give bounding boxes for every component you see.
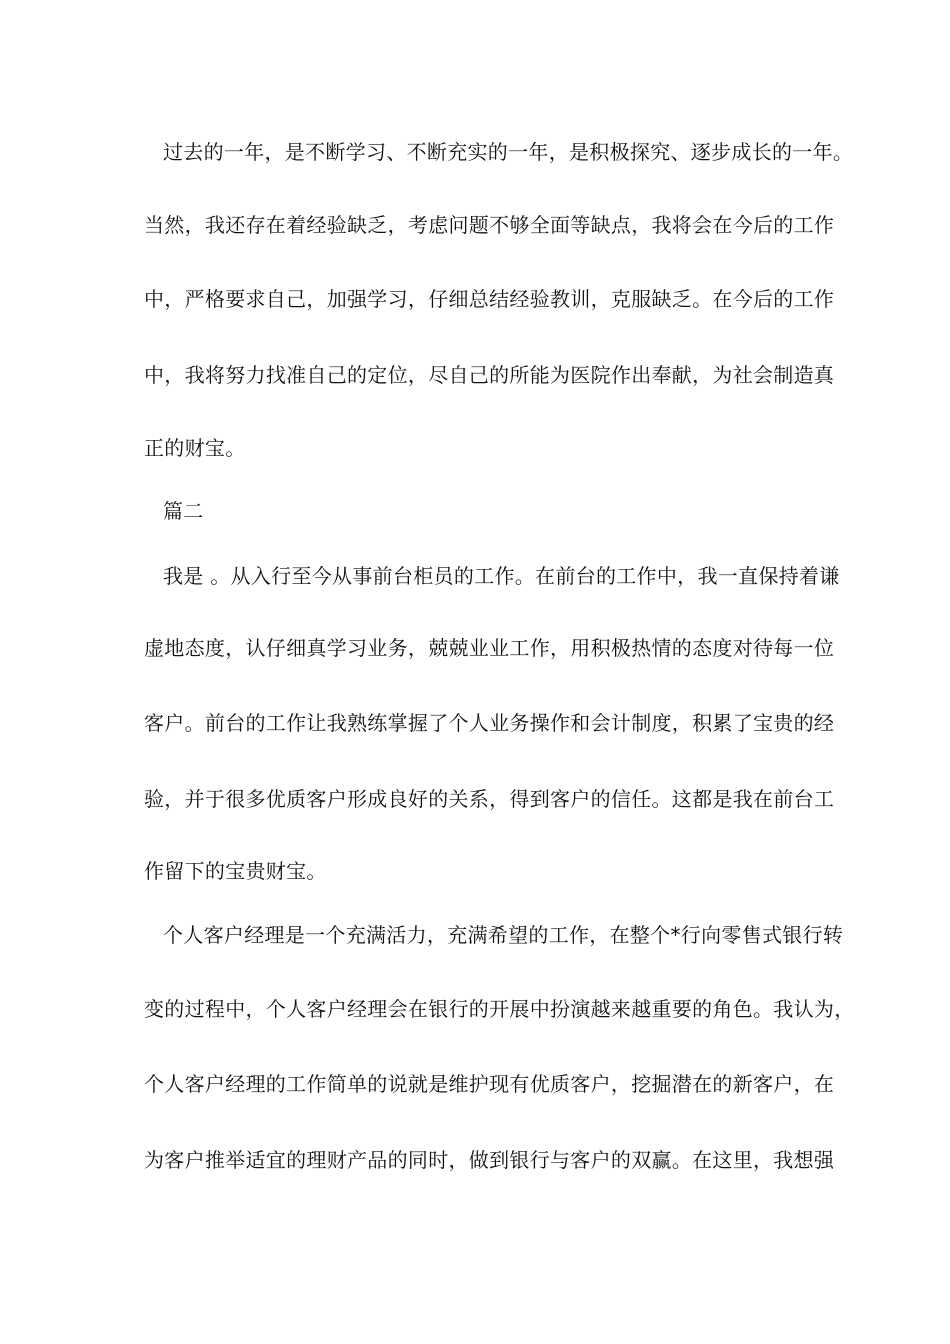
text-line-4: 中，我将努力找准自己的定位，尽自己的所能为医院作出奉献，为社会制造真 [144,363,835,387]
text-line-13: 变的过程中，个人客户经理会在银行的开展中扮演越来越重要的角色。我认为， [144,997,855,1021]
text-line-11: 作留下的宝贵财宝。 [144,859,327,883]
text-line-10: 验，并于很多优质客户形成良好的关系，得到客户的信任。这都是我在前台工 [144,787,835,811]
text-line-3: 中，严格要求自己，加强学习，仔细总结经验教训，克服缺乏。在今后的工作 [144,287,835,311]
text-line-2: 当然，我还存在着经验缺乏，考虑问题不够全面等缺点，我将会在今后的工作 [144,213,835,237]
text-line-8: 虚地态度，认仔细真学习业务，兢兢业业工作，用积极热情的态度对待每一位 [144,636,835,660]
text-line-1: 过去的一年，是不断学习、不断充实的一年，是积极探究、逐步成长的一年。 [163,140,854,164]
section-heading: 篇二 [163,499,204,523]
text-line-5: 正的财宝。 [144,436,246,460]
text-line-7: 我是 。从入行至今从事前台柜员的工作。在前台的工作中，我一直保持着谦 [163,564,840,588]
text-line-14: 个人客户经理的工作简单的说就是维护现有优质客户，挖掘潜在的新客户，在 [144,1072,835,1096]
text-line-15: 为客户推举适宜的理财产品的同时，做到银行与客户的双赢。在这里，我想强 [144,1148,835,1172]
text-line-9: 客户。前台的工作让我熟练掌握了个人业务操作和会计制度，积累了宝贵的经 [144,711,835,735]
text-line-12: 个人客户经理是一个充满活力，充满希望的工作，在整个*行向零售式银行转 [163,923,844,947]
